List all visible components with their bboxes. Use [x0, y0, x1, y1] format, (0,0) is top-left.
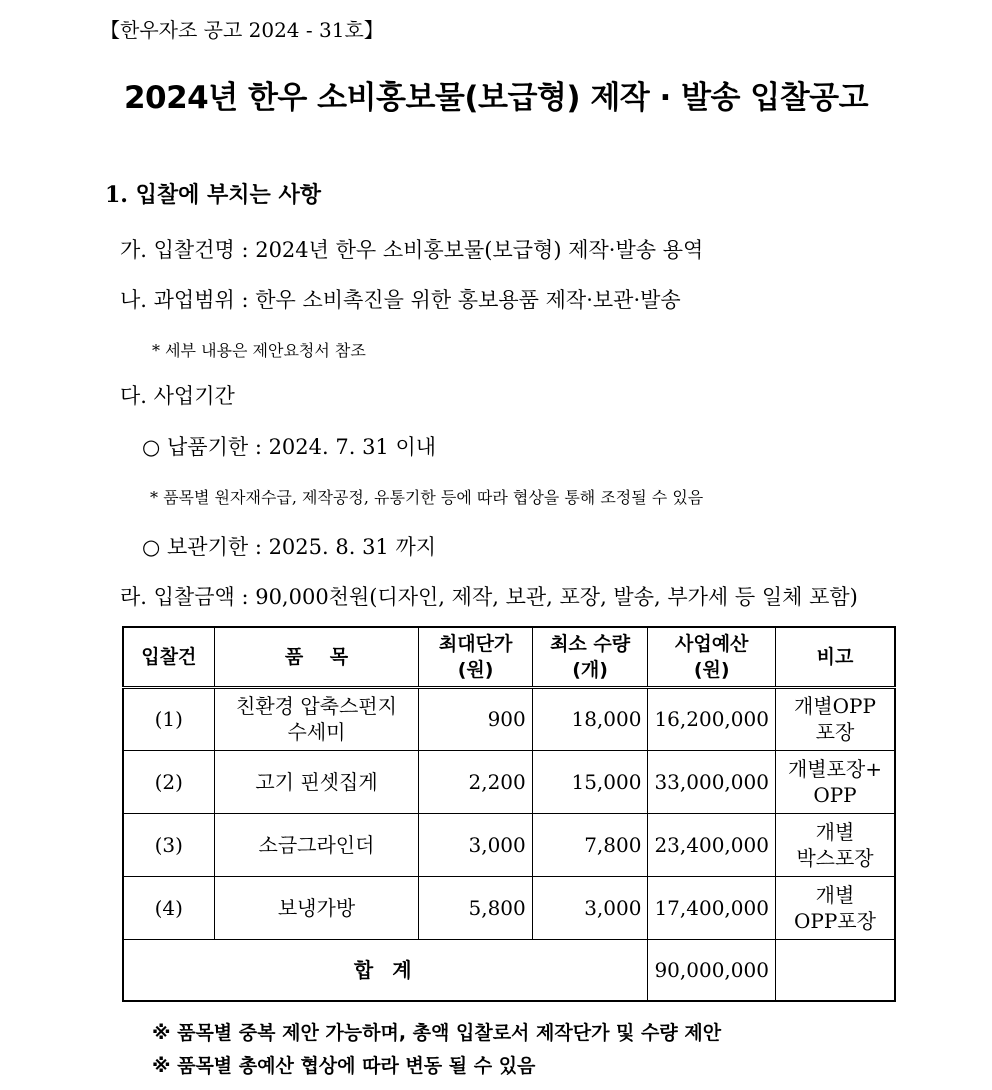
- row-lot: (2): [123, 750, 214, 813]
- header-remark: 비고: [775, 627, 895, 687]
- row-qty: 7,800: [532, 813, 648, 876]
- table-header-row: [123, 627, 895, 687]
- row-qty: 18,000: [532, 687, 648, 750]
- bid-name-line: 가. 입찰건명 : 2024년 한우 소비홍보물(보급형) 제작·발송 용역: [120, 238, 704, 262]
- table-row: [123, 687, 895, 750]
- row-price: 900: [419, 687, 532, 750]
- row-lot: (1): [123, 687, 214, 750]
- footnote: ※ 품목별 총예산 협상에 따라 변동 될 수 있음: [152, 1055, 536, 1077]
- row-qty: 3,000: [532, 876, 648, 939]
- bid-amount-line: 라. 입찰금액 : 90,000천원(디자인, 제작, 보관, 포장, 발송, 부가세 등 일체 포함): [120, 585, 858, 609]
- table-row: [123, 750, 895, 813]
- scope-line: 나. 과업범위 : 한우 소비촉진을 위한 홍보용품 제작·보관·발송: [120, 288, 681, 312]
- total-label: 합 계: [123, 939, 648, 1001]
- row-remark: 개별OPP 포장: [775, 687, 895, 750]
- total-remark: [775, 939, 895, 1001]
- period-line: 다. 사업기간: [120, 384, 235, 408]
- table-total-row: [123, 939, 895, 1001]
- row-remark: 개별 OPP포장: [775, 876, 895, 939]
- scope-note: * 세부 내용은 제안요청서 참조: [152, 341, 366, 360]
- header-item: 품 목: [214, 627, 419, 687]
- row-lot: (4): [123, 876, 214, 939]
- row-remark: 개별포장+ OPP: [775, 750, 895, 813]
- row-price: 3,000: [419, 813, 532, 876]
- section-heading: 1. 입찰에 부치는 사항: [105, 182, 321, 208]
- row-price: 5,800: [419, 876, 532, 939]
- table-row: [123, 813, 895, 876]
- row-budget: 17,400,000: [648, 876, 776, 939]
- notice-number: 【한우자조 공고 2024 - 31호】: [100, 18, 384, 42]
- table-row: [123, 876, 895, 939]
- storage-deadline: ○ 보관기한 : 2025. 8. 31 까지: [142, 535, 437, 559]
- row-budget: 16,200,000: [648, 687, 776, 750]
- bid-items-table: [122, 626, 896, 1002]
- header-lot: 입찰건: [123, 627, 214, 687]
- delivery-deadline: ○ 납품기한 : 2024. 7. 31 이내: [142, 435, 437, 459]
- row-lot: (3): [123, 813, 214, 876]
- row-item: 보냉가방: [214, 876, 419, 939]
- total-budget: 90,000,000: [648, 939, 776, 1001]
- row-item: 친환경 압축스펀지 수세미: [214, 687, 419, 750]
- delivery-note: * 품목별 원자재수급, 제작공정, 유통기한 등에 따라 협상을 통해 조정될 수 있음: [150, 488, 704, 507]
- header-min-qty: 최소 수량 (개): [532, 627, 648, 687]
- footnote: ※ 품목별 중복 제안 가능하며, 총액 입찰로서 제작단가 및 수량 제안: [152, 1022, 722, 1044]
- header-budget: 사업예산 (원): [648, 627, 776, 687]
- page-title: 2024년 한우 소비홍보물(보급형) 제작 · 발송 입찰공고: [123, 80, 869, 116]
- row-budget: 33,000,000: [648, 750, 776, 813]
- row-qty: 15,000: [532, 750, 648, 813]
- header-max-price: 최대단가 (원): [419, 627, 532, 687]
- row-price: 2,200: [419, 750, 532, 813]
- row-item: 소금그라인더: [214, 813, 419, 876]
- row-budget: 23,400,000: [648, 813, 776, 876]
- row-remark: 개별 박스포장: [775, 813, 895, 876]
- row-item: 고기 핀셋집게: [214, 750, 419, 813]
